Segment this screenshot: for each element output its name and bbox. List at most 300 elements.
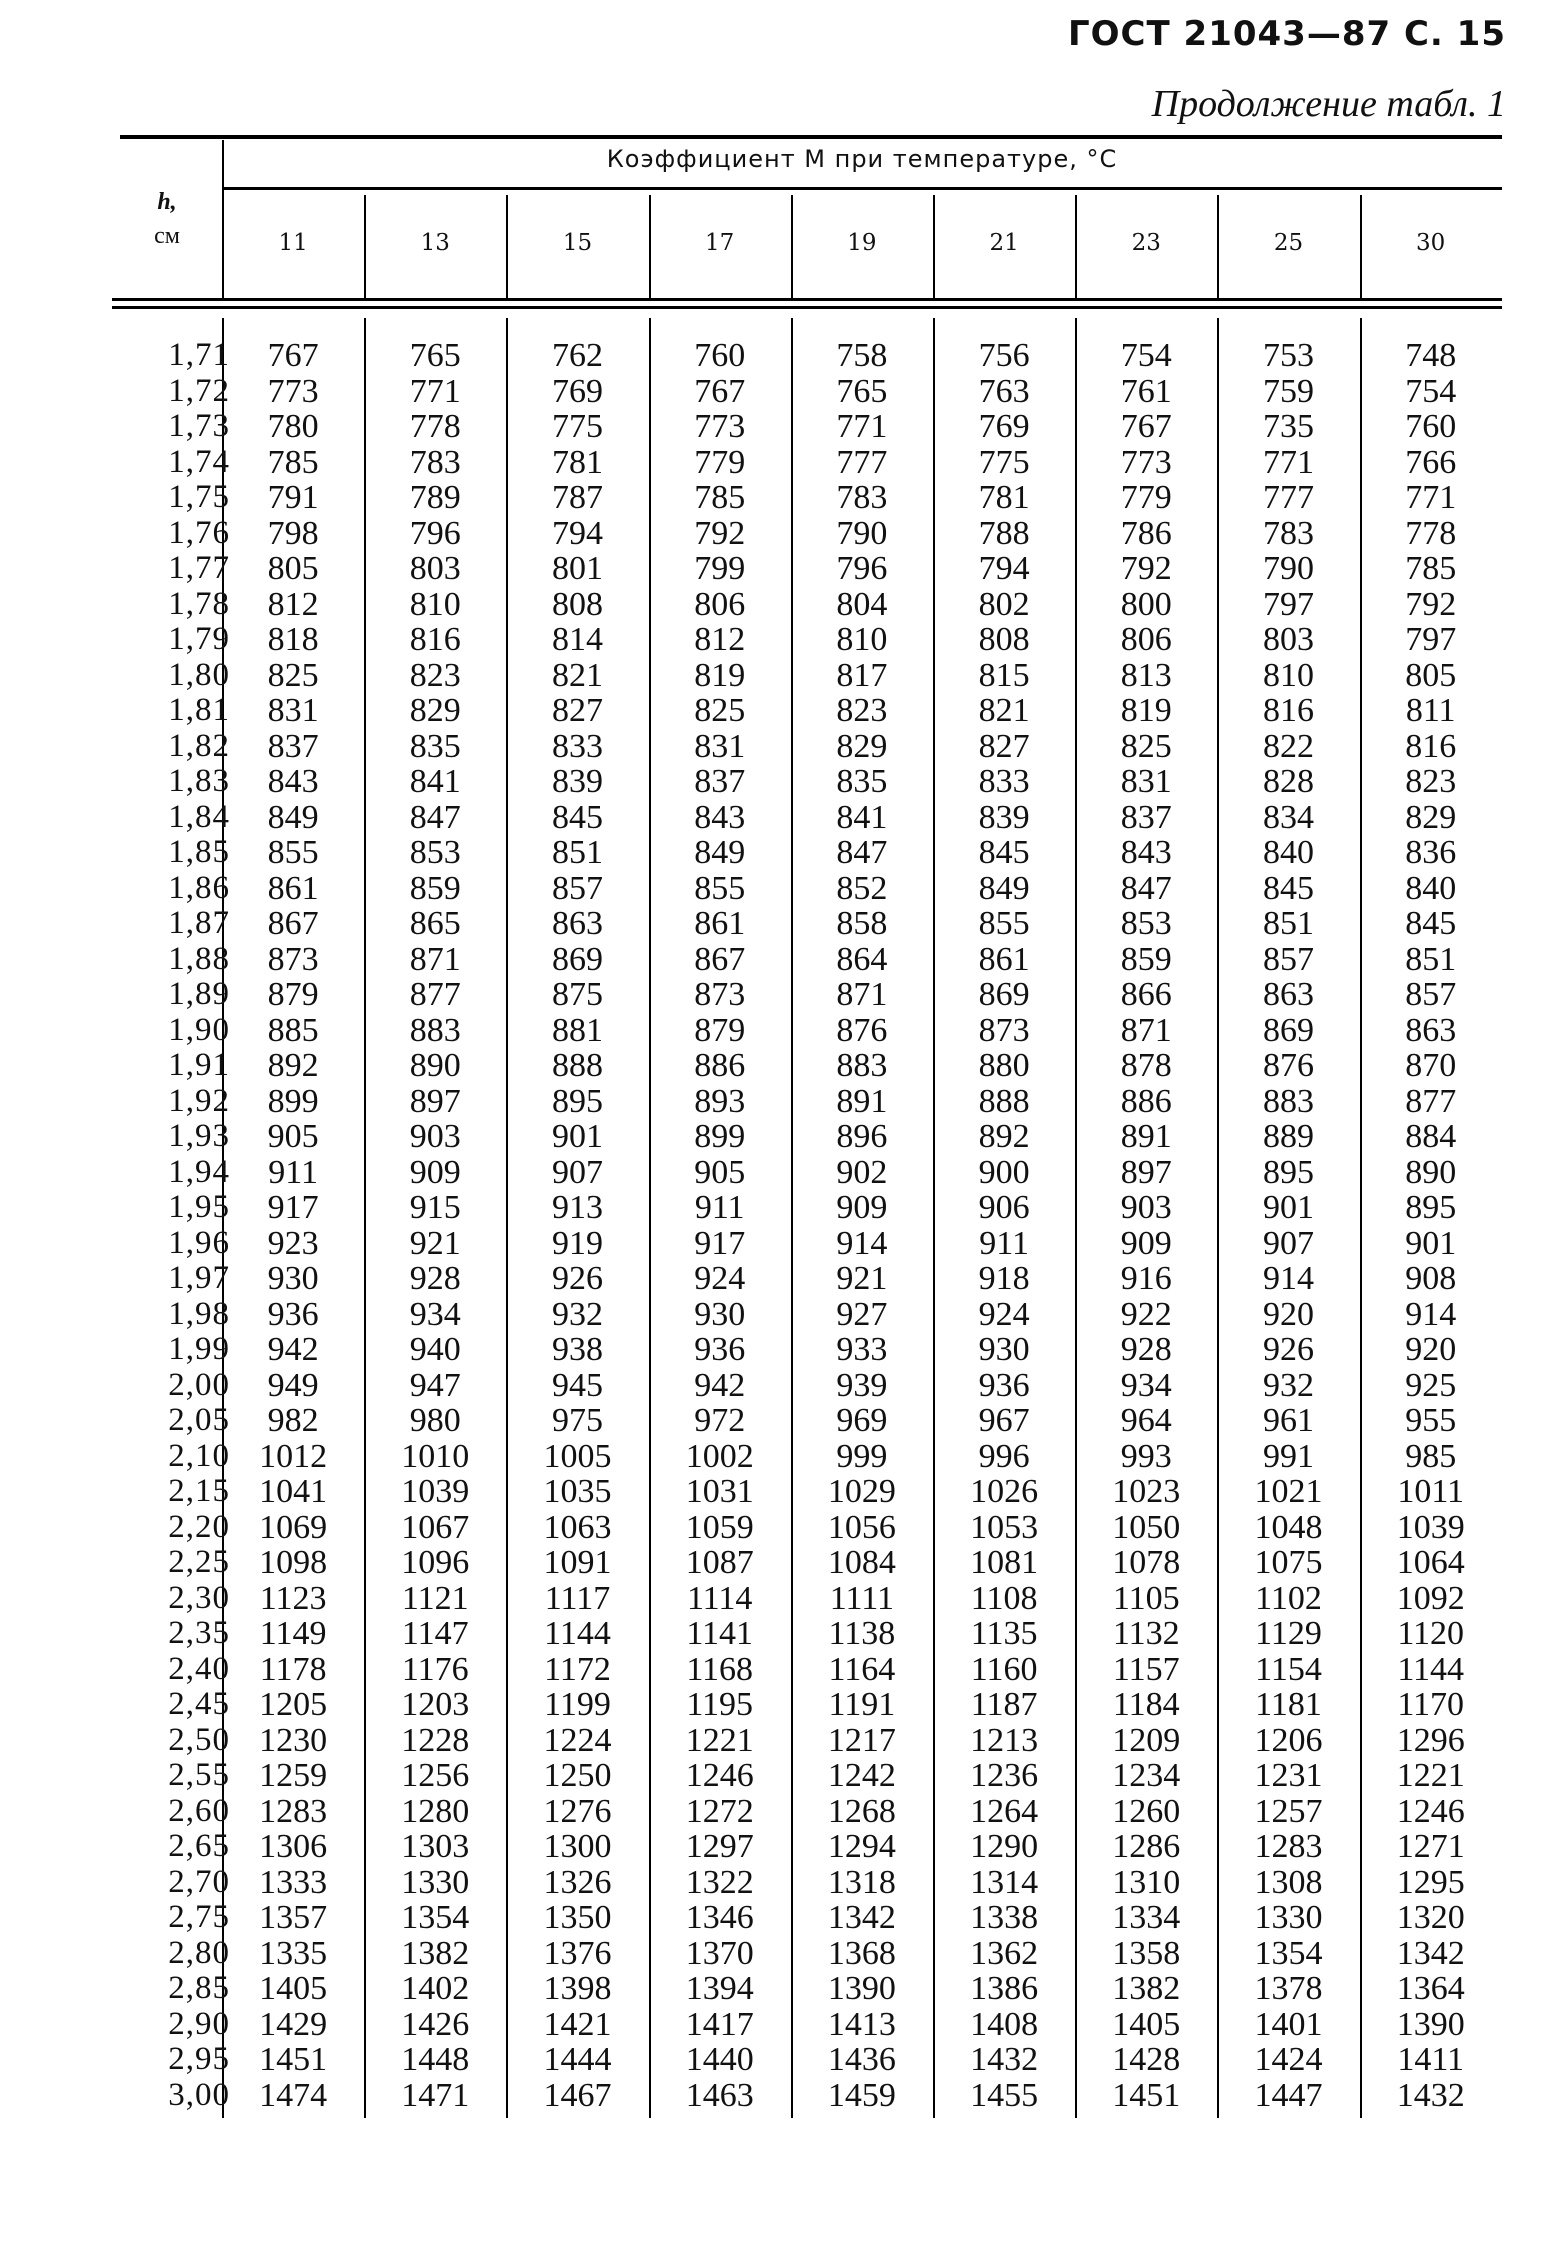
coefficient-cell: 947 — [409, 1366, 461, 1404]
coefficient-cell: 760 — [694, 337, 746, 374]
coefficient-cell: 886 — [1120, 1082, 1172, 1120]
coefficient-cell: 1144 — [1397, 1650, 1465, 1688]
coefficient-cell: 785 — [267, 443, 319, 481]
row-height-value: 1,87 — [168, 905, 230, 941]
coefficient-cell: 816 — [1262, 692, 1314, 729]
coefficient-cell: 775 — [551, 408, 603, 445]
coefficient-cell: 888 — [551, 1047, 603, 1084]
coefficient-cell: 964 — [1120, 1402, 1172, 1439]
coefficient-cell: 797 — [1262, 585, 1314, 623]
coefficient-cell: 835 — [836, 763, 888, 800]
coefficient-cell: 869 — [1262, 1011, 1314, 1049]
coefficient-cell: 1141 — [686, 1615, 754, 1652]
coefficient-cell: 1386 — [970, 1970, 1039, 2007]
coefficient-cell: 1075 — [1254, 1544, 1323, 1581]
coefficient-cell: 1149 — [259, 1615, 327, 1652]
coefficient-cell: 759 — [1262, 372, 1314, 410]
coefficient-cell: 883 — [1262, 1082, 1314, 1120]
row-height-value: 1,93 — [168, 1118, 230, 1154]
coefficient-cell: 930 — [267, 1260, 319, 1297]
coefficient-cell: 806 — [1120, 621, 1172, 658]
coefficient-cell: 1390 — [827, 1970, 896, 2007]
coefficient-cell: 1084 — [827, 1544, 896, 1581]
group-title-rule — [222, 187, 1502, 190]
coefficient-cell: 975 — [551, 1402, 603, 1439]
column-divider — [933, 195, 935, 300]
coefficient-cell: 836 — [1405, 834, 1457, 871]
coefficient-cell: 907 — [1262, 1224, 1314, 1262]
coefficient-cell: 861 — [978, 940, 1030, 978]
coefficient-cell: 823 — [409, 656, 461, 694]
coefficient-cell: 855 — [978, 905, 1030, 942]
coefficient-cell: 773 — [267, 372, 319, 410]
coefficient-cell: 859 — [409, 869, 461, 907]
row-height-value: 2,90 — [168, 2005, 230, 2042]
coefficient-cell: 810 — [836, 621, 888, 658]
temperature-header: 13 — [420, 230, 450, 256]
coefficient-cell: 817 — [836, 656, 888, 694]
coefficient-cell: 1368 — [827, 1934, 896, 1972]
coefficient-cell: 880 — [978, 1047, 1030, 1084]
coefficient-cell: 1012 — [259, 1437, 328, 1475]
table-row — [0, 1155, 1568, 1191]
coefficient-cell: 1444 — [543, 2041, 612, 2078]
row-height-value: 1,82 — [168, 727, 230, 764]
coefficient-cell: 802 — [978, 585, 1030, 623]
coefficient-cell: 883 — [836, 1047, 888, 1084]
coefficient-cell: 847 — [836, 834, 888, 871]
coefficient-cell: 1318 — [827, 1863, 896, 1901]
column-divider — [649, 195, 651, 300]
row-height-value: 1,75 — [168, 479, 230, 515]
coefficient-cell: 1209 — [1112, 1721, 1181, 1759]
column-divider — [506, 195, 508, 300]
coefficient-cell: 783 — [836, 479, 888, 516]
coefficient-cell: 936 — [978, 1366, 1030, 1404]
coefficient-cell: 907 — [551, 1153, 603, 1191]
temperature-header: 30 — [1416, 230, 1446, 256]
coefficient-cell: 812 — [267, 585, 319, 623]
coefficient-cell: 1382 — [1112, 1970, 1181, 2007]
coefficient-cell: 767 — [1120, 408, 1172, 445]
row-height-value: 1,72 — [168, 372, 230, 409]
coefficient-cell: 895 — [1405, 1189, 1457, 1226]
row-height-value: 1,94 — [168, 1153, 230, 1190]
coefficient-cell: 918 — [978, 1260, 1030, 1297]
coefficient-cell: 845 — [551, 798, 603, 836]
coefficient-cell: 1326 — [543, 1863, 612, 1901]
coefficient-cell: 756 — [978, 337, 1030, 374]
coefficient-cell: 1246 — [1396, 1792, 1465, 1830]
coefficient-cell: 840 — [1262, 834, 1314, 871]
temperature-header: 23 — [1131, 230, 1161, 256]
coefficient-cell: 827 — [978, 727, 1030, 765]
coefficient-cell: 1411 — [1397, 2041, 1465, 2078]
coefficient-cell: 1181 — [1255, 1686, 1322, 1723]
coefficient-cell: 1164 — [828, 1650, 896, 1688]
coefficient-cell: 932 — [1262, 1366, 1314, 1404]
coefficient-cell: 789 — [409, 479, 461, 516]
coefficient-cell: 1002 — [685, 1437, 754, 1475]
coefficient-cell: 893 — [694, 1082, 746, 1120]
coefficient-cell: 1213 — [970, 1721, 1039, 1759]
coefficient-cell: 1221 — [1396, 1757, 1465, 1794]
table-row — [0, 338, 1568, 374]
coefficient-cell: 911 — [268, 1153, 318, 1191]
coefficient-cell: 1432 — [970, 2041, 1039, 2078]
coefficient-cell: 798 — [267, 514, 319, 552]
temperature-header: 21 — [989, 230, 1019, 256]
coefficient-cell: 999 — [836, 1437, 888, 1475]
coefficient-cell: 1417 — [685, 2005, 754, 2043]
row-height-value: 2,55 — [168, 1757, 230, 1793]
temperature-header: 25 — [1273, 230, 1304, 256]
coefficient-cell: 891 — [1120, 1118, 1172, 1155]
column-divider — [1217, 195, 1219, 300]
coefficient-cell: 829 — [836, 727, 888, 765]
column-divider — [791, 195, 793, 300]
coefficient-cell: 1221 — [685, 1721, 754, 1759]
coefficient-cell: 859 — [1120, 940, 1172, 978]
coefficient-cell: 1234 — [1112, 1757, 1181, 1794]
coefficient-cell: 833 — [978, 763, 1030, 800]
coefficient-cell: 1268 — [827, 1792, 896, 1830]
coefficient-cell: 1021 — [1254, 1473, 1323, 1510]
coefficient-cell: 1087 — [685, 1544, 754, 1581]
coefficient-cell: 916 — [1120, 1260, 1172, 1297]
coefficient-cell: 1358 — [1112, 1934, 1181, 1972]
coefficient-cell: 900 — [978, 1153, 1030, 1191]
coefficient-cell: 920 — [1262, 1295, 1314, 1333]
temperature-header: 19 — [847, 230, 877, 256]
coefficient-cell: 799 — [694, 550, 746, 587]
coefficient-cell: 845 — [1262, 869, 1314, 907]
table-row — [0, 409, 1568, 445]
table-row — [0, 693, 1568, 729]
coefficient-cell: 769 — [551, 372, 603, 410]
row-height-value: 2,80 — [168, 1934, 230, 1971]
coefficient-cell: 1320 — [1396, 1899, 1465, 1936]
coefficient-cell: 1330 — [401, 1863, 470, 1901]
coefficient-cell: 924 — [694, 1260, 746, 1297]
coefficient-cell: 814 — [551, 621, 603, 658]
table-top-rule — [120, 135, 1502, 139]
coefficient-cell: 895 — [1262, 1153, 1314, 1191]
coefficient-cell: 1264 — [970, 1792, 1039, 1830]
coefficient-cell: 837 — [267, 727, 319, 765]
coefficient-cell: 933 — [836, 1331, 888, 1368]
coefficient-cell: 1123 — [259, 1579, 327, 1617]
coefficient-cell: 928 — [409, 1260, 461, 1297]
coefficient-cell: 891 — [836, 1082, 888, 1120]
coefficient-cell: 878 — [1120, 1047, 1172, 1084]
coefficient-cell: 909 — [1120, 1224, 1172, 1262]
coefficient-cell: 1451 — [1112, 2076, 1181, 2114]
table-row — [0, 1474, 1568, 1510]
coefficient-cell: 892 — [978, 1118, 1030, 1155]
table-row — [0, 1332, 1568, 1368]
coefficient-cell: 949 — [267, 1366, 319, 1404]
coefficient-cell: 1310 — [1112, 1863, 1181, 1901]
coefficient-cell: 796 — [836, 550, 888, 587]
coefficient-cell: 786 — [1120, 514, 1172, 552]
coefficient-cell: 1050 — [1112, 1508, 1181, 1546]
row-height-value: 2,10 — [168, 1437, 230, 1474]
coefficient-cell: 1091 — [543, 1544, 612, 1581]
coefficient-cell: 895 — [551, 1082, 603, 1120]
coefficient-cell: 892 — [267, 1047, 319, 1084]
coefficient-cell: 788 — [978, 514, 1030, 552]
coefficient-cell: 867 — [694, 940, 746, 978]
coefficient-cell: 767 — [694, 372, 746, 410]
row-height-value: 1,96 — [168, 1224, 230, 1261]
row-height-value: 2,20 — [168, 1508, 230, 1545]
coefficient-cell: 889 — [1262, 1118, 1314, 1155]
table-row — [0, 480, 1568, 516]
coefficient-cell: 883 — [409, 1011, 461, 1049]
row-height-value: 2,00 — [168, 1366, 230, 1403]
row-height-value: 1,79 — [168, 621, 230, 657]
coefficient-cell: 803 — [1262, 621, 1314, 658]
coefficient-cell: 791 — [267, 479, 319, 516]
row-height-value: 2,35 — [168, 1615, 230, 1651]
coefficient-cell: 1096 — [401, 1544, 470, 1581]
row-height-value: 1,84 — [168, 798, 230, 835]
coefficient-cell: 816 — [1405, 727, 1457, 765]
coefficient-cell: 1039 — [401, 1473, 470, 1510]
table-row — [0, 1403, 1568, 1439]
coefficient-cell: 917 — [267, 1189, 319, 1226]
coefficient-cell: 815 — [978, 656, 1030, 694]
coefficient-cell: 1135 — [970, 1615, 1038, 1652]
table-row — [0, 1013, 1568, 1049]
coefficient-cell: 909 — [836, 1189, 888, 1226]
table-row — [0, 2007, 1568, 2043]
coefficient-cell: 787 — [551, 479, 603, 516]
coefficient-cell: 1259 — [259, 1757, 328, 1794]
row-height-value: 2,85 — [168, 1970, 230, 2006]
coefficient-cell: 801 — [551, 550, 603, 587]
coefficient-cell: 934 — [1120, 1366, 1172, 1404]
coefficient-cell: 849 — [694, 834, 746, 871]
coefficient-cell: 858 — [836, 905, 888, 942]
coefficient-cell: 896 — [836, 1118, 888, 1155]
coefficient-cell: 1041 — [259, 1473, 328, 1510]
coefficient-cell: 1471 — [401, 2076, 470, 2114]
coefficient-cell: 1451 — [259, 2041, 328, 2078]
coefficient-cell: 773 — [1120, 443, 1172, 481]
coefficient-cell: 905 — [694, 1153, 746, 1191]
coefficient-cell: 915 — [409, 1189, 461, 1226]
header-double-rule — [112, 298, 1502, 309]
coefficient-cell: 1048 — [1254, 1508, 1323, 1546]
coefficient-cell: 1421 — [543, 2005, 612, 2043]
coefficient-cell: 780 — [267, 408, 319, 445]
coefficient-cell: 792 — [694, 514, 746, 552]
coefficient-cell: 1455 — [970, 2076, 1039, 2114]
coefficient-cell: 928 — [1120, 1331, 1172, 1368]
coefficient-cell: 1147 — [401, 1615, 469, 1652]
row-height-value: 1,78 — [168, 585, 230, 622]
coefficient-cell: 1440 — [685, 2041, 754, 2078]
table-row — [0, 516, 1568, 552]
coefficient-cell: 841 — [409, 763, 461, 800]
standard-reference: ГОСТ 21043—87 С. 15 — [1067, 14, 1506, 54]
coefficient-cell: 1203 — [401, 1686, 470, 1723]
coefficient-cell: 1039 — [1396, 1508, 1465, 1546]
coefficient-cell: 1314 — [970, 1863, 1039, 1901]
coefficient-cell: 831 — [694, 727, 746, 765]
coefficient-cell: 940 — [409, 1331, 461, 1368]
coefficient-cell: 1338 — [970, 1899, 1039, 1936]
coefficient-cell: 1132 — [1112, 1615, 1180, 1652]
table-row — [0, 871, 1568, 907]
coefficient-cell: 1463 — [685, 2076, 754, 2114]
coefficient-cell: 1250 — [543, 1757, 612, 1794]
table-row — [0, 1758, 1568, 1794]
table-row — [0, 1226, 1568, 1262]
coefficient-cell: 938 — [551, 1331, 603, 1368]
coefficient-cell: 1330 — [1254, 1899, 1323, 1936]
coefficient-cell: 806 — [694, 585, 746, 623]
coefficient-cell: 942 — [267, 1331, 319, 1368]
temperature-header: 15 — [562, 230, 593, 256]
table-row — [0, 1652, 1568, 1688]
coefficient-cell: 735 — [1262, 408, 1314, 445]
coefficient-cell: 985 — [1405, 1437, 1457, 1475]
coefficient-cell: 1092 — [1396, 1579, 1465, 1617]
coefficient-cell: 1172 — [544, 1650, 611, 1688]
coefficient-cell: 1467 — [543, 2076, 612, 2114]
coefficient-cell: 1290 — [970, 1828, 1039, 1865]
coefficient-cell: 870 — [1405, 1047, 1457, 1084]
coefficient-cell: 1260 — [1112, 1792, 1181, 1830]
coefficient-cell: 873 — [694, 976, 746, 1013]
coefficient-cell: 823 — [836, 692, 888, 729]
coefficient-cell: 873 — [267, 940, 319, 978]
coefficient-cell: 1333 — [259, 1863, 328, 1901]
coefficient-cell: 1296 — [1396, 1721, 1465, 1759]
row-height-value: 1,74 — [168, 443, 230, 480]
coefficient-cell: 1335 — [259, 1934, 328, 1972]
coefficient-cell: 1160 — [970, 1650, 1038, 1688]
coefficient-cell: 991 — [1262, 1437, 1314, 1475]
coefficient-cell: 865 — [409, 905, 461, 942]
coefficient-cell: 849 — [978, 869, 1030, 907]
coefficient-cell: 899 — [694, 1118, 746, 1155]
coefficient-cell: 1413 — [827, 2005, 896, 2043]
coefficient-cell: 851 — [551, 834, 603, 871]
coefficient-cell: 825 — [267, 656, 319, 694]
coefficient-cell: 1424 — [1254, 2041, 1323, 2078]
row-height-value: 1,99 — [168, 1331, 230, 1367]
table-row — [0, 2042, 1568, 2078]
coefficient-cell: 760 — [1405, 408, 1457, 445]
table-row — [0, 1439, 1568, 1475]
coefficient-cell: 1005 — [543, 1437, 612, 1475]
row-height-value: 1,80 — [168, 656, 230, 693]
coefficient-cell: 922 — [1120, 1295, 1172, 1333]
row-height-value: 2,65 — [168, 1828, 230, 1864]
row-height-value: 1,95 — [168, 1189, 230, 1225]
table-row — [0, 1545, 1568, 1581]
coefficient-cell: 911 — [979, 1224, 1029, 1262]
coefficient-cell: 1114 — [686, 1579, 753, 1617]
coefficient-cell: 1432 — [1396, 2076, 1465, 2114]
coefficient-cell: 881 — [551, 1011, 603, 1049]
coefficient-cell: 903 — [1120, 1189, 1172, 1226]
coefficient-cell: 902 — [836, 1153, 888, 1191]
coefficient-cell: 901 — [1405, 1224, 1457, 1262]
coefficient-cell: 1205 — [259, 1686, 328, 1723]
coefficient-cell: 785 — [1405, 550, 1457, 587]
coefficient-cell: 777 — [1262, 479, 1314, 516]
coefficient-cell: 1401 — [1254, 2005, 1323, 2043]
coefficient-cell: 833 — [551, 727, 603, 765]
coefficient-cell: 831 — [1120, 763, 1172, 800]
row-height-value: 1,81 — [168, 692, 230, 728]
coefficient-cell: 769 — [978, 408, 1030, 445]
row-height-value: 2,50 — [168, 1721, 230, 1758]
row-height-value: 1,90 — [168, 1011, 230, 1048]
table-row — [0, 1119, 1568, 1155]
coefficient-cell: 936 — [267, 1295, 319, 1333]
coefficient-cell: 1257 — [1254, 1792, 1323, 1830]
coefficient-cell: 808 — [551, 585, 603, 623]
row-header-unit: см — [154, 223, 180, 249]
row-height-value: 2,75 — [168, 1899, 230, 1935]
coefficient-cell: 911 — [694, 1189, 745, 1226]
coefficient-cell: 1010 — [401, 1437, 470, 1475]
coefficient-cell: 1078 — [1112, 1544, 1181, 1581]
coefficient-cell: 1187 — [970, 1686, 1038, 1723]
coefficient-cell: 1111 — [829, 1579, 894, 1617]
coefficient-cell: 1108 — [970, 1579, 1038, 1617]
coefficient-cell: 921 — [409, 1224, 461, 1262]
coefficient-cell: 890 — [409, 1047, 461, 1084]
coefficient-cell: 863 — [551, 905, 603, 942]
coefficient-cell: 792 — [1405, 585, 1457, 623]
coefficient-cell: 779 — [1120, 479, 1172, 516]
coefficient-cell: 855 — [694, 869, 746, 907]
coefficient-cell: 837 — [1120, 798, 1172, 836]
coefficient-cell: 853 — [1120, 905, 1172, 942]
coefficient-cell: 914 — [1262, 1260, 1314, 1297]
row-header — [112, 185, 222, 253]
coefficient-cell: 869 — [551, 940, 603, 978]
row-height-value: 3,00 — [168, 2076, 230, 2113]
coefficient-cell: 1242 — [827, 1757, 896, 1794]
coefficient-cell: 955 — [1405, 1402, 1457, 1439]
coefficient-cell: 1447 — [1254, 2076, 1323, 2114]
coefficient-cell: 839 — [978, 798, 1030, 836]
coefficient-cell: 934 — [409, 1295, 461, 1333]
temperature-header: 17 — [705, 230, 735, 256]
coefficient-cell: 1346 — [685, 1899, 754, 1936]
coefficient-cell: 767 — [267, 337, 319, 374]
coefficient-cell: 921 — [836, 1260, 888, 1297]
coefficient-cell: 879 — [267, 976, 319, 1013]
coefficient-cell: 1011 — [1397, 1473, 1465, 1510]
coefficient-cell: 1286 — [1112, 1828, 1181, 1865]
coefficient-cell: 1256 — [401, 1757, 470, 1794]
row-height-value: 1,92 — [168, 1082, 230, 1119]
coefficient-cell: 778 — [409, 408, 461, 445]
table-row — [0, 587, 1568, 623]
coefficient-cell: 834 — [1262, 798, 1314, 836]
table-row — [0, 1723, 1568, 1759]
table-row — [0, 764, 1568, 800]
